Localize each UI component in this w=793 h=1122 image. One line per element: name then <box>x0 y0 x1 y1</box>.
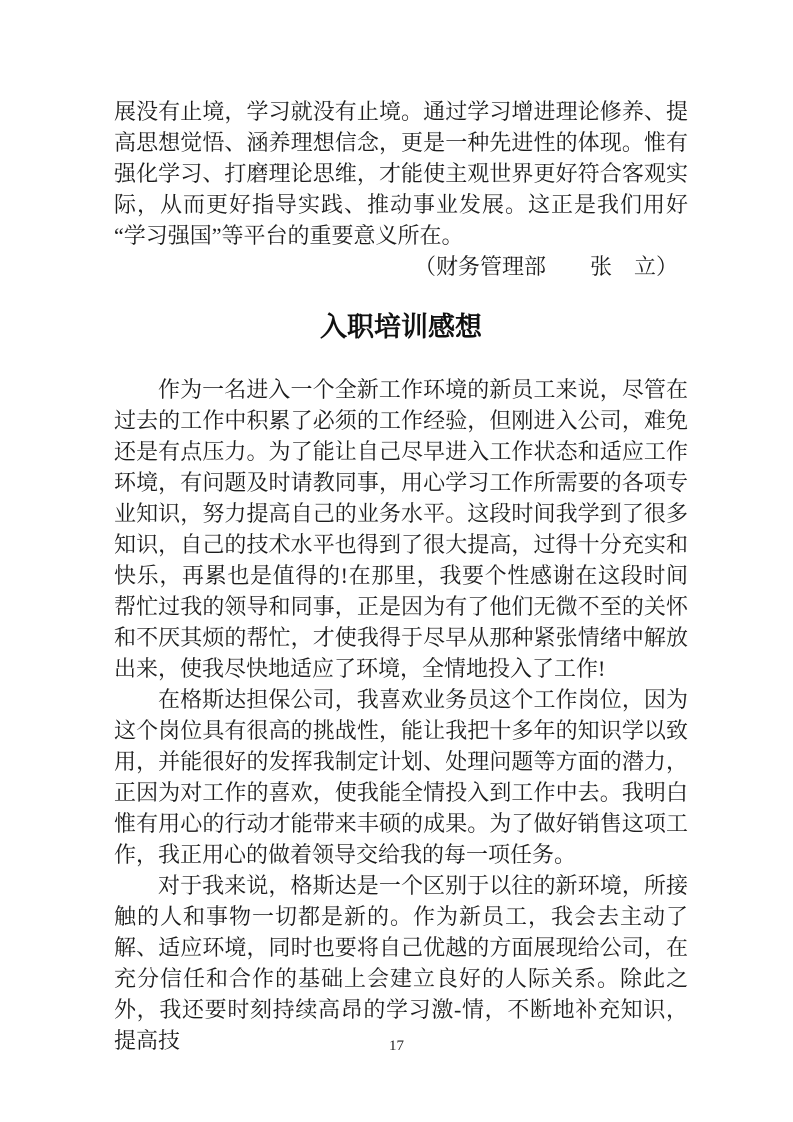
page-number: 17 <box>389 1038 404 1054</box>
section-heading: 入职培训感想 <box>320 312 482 342</box>
body-paragraph-1: 作为一名进入一个全新工作环境的新员工来说，尽管在过去的工作中积累了必须的工作经验，但刚进入公司，难免还是有点压力。为了能让自己尽早进入工作状态和适应工作环境，有问题及时请教同事，用心学习工作所需要的各项专业知识，努力提高自己的业务水平。这段时间我学到了很多知识，自己的技术水平也得到了很大提高，过得十分充实和快乐，再累也是值得的!在那里，我要个性感谢在这段时间帮忙过我的领导和同事，正是因为有了他们无微不至的关怀和不厌其烦的帮忙，才使我得于尽早从那种紧张情绪中解放出来，使我尽快地适应了环境，全情地投入了工作! <box>114 377 688 681</box>
attribution-line: （财务管理部 张 立） <box>413 254 678 279</box>
body-paragraph-3: 对于我来说，格斯达是一个区别于以往的新环境，所接触的人和事物一切都是新的。作为新员工，我会去主动了解、适应环境，同时也要将自己优越的方面展现给公司，在充分信任和合作的基础上会建立良好的人际关系。除此之外，我还要时刻持续高昂的学习激-情，不断地补充知识，提高技 <box>114 873 688 1053</box>
document-content <box>114 96 688 1056</box>
body-paragraph-2: 在格斯达担保公司，我喜欢业务员这个工作岗位，因为这个岗位具有很高的挑战性，能让我把十多年的知识学以致用，并能很好的发挥我制定计划、处理问题等方面的潜力，正因为对工作的喜欢，使我能全情投入到工作中去。我明白惟有用心的行动才能带来丰硕的成果。为了做好销售这项工作，我正用心的做着领导交给我的每一项任务。 <box>114 687 688 867</box>
continuation-paragraph: 展没有止境，学习就没有止境。通过学习增进理论修养、提高思想觉悟、涵养理想信念，更是一种先进性的体现。惟有强化学习、打磨理论思维，才能使主观世界更好符合客观实际，从而更好指导实践、推动事业发展。这正是我们用好“学习强国”等平台的重要意义所在。 <box>114 99 688 248</box>
